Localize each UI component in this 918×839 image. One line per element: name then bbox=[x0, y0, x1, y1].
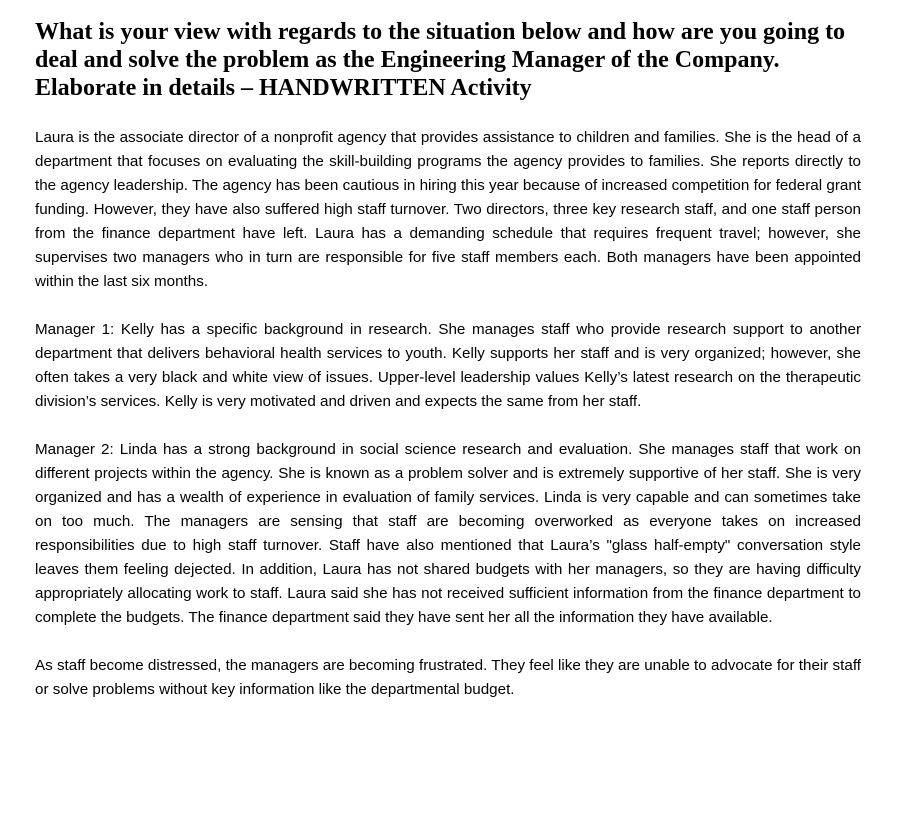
paragraph-staff-frustration: As staff become distressed, the managers are becoming frustrated. They feel like they are unable to advocate for their staff or solve problems without key information like the departmental budget. bbox=[35, 657, 861, 698]
paragraph-manager-1-kelly: Manager 1: Kelly has a specific background in research. She manages staff who provide research support to another department that delivers behavioral health services to youth. Kelly supports her staff and is very organized; however, she often takes a very black and white view of issues. Upper-level leadership values Kelly’s latest research on the therapeutic division’s services. Kelly is very motivated and driven and expects the same from her staff. bbox=[35, 321, 861, 410]
document-page bbox=[35, 18, 861, 702]
paragraph-manager-2-linda: Manager 2: Linda has a strong background in social science research and evaluation. She manages staff that work on different projects within the agency. She is known as a problem solver and is extremely supportive of her staff. She is very organized and has a wealth of experience in evaluation of family services. Linda is very capable and can sometimes take on too much. The managers are sensing that staff are becoming overworked as everyone takes on increased responsibilities due to high staff turnover. Staff have also mentioned that Laura’s "glass half-empty" conversation style leaves them feeling dejected. In addition, Laura has not shared budgets with her managers, so they are having difficulty appropriately allocating work to staff. Laura said she has not received sufficient information from the finance department to complete the budgets. The finance department said they have sent her all the information they have available. bbox=[35, 441, 861, 626]
case-study-body bbox=[35, 126, 861, 702]
paragraph-laura-background: Laura is the associate director of a nonprofit agency that provides assistance to children and families. She is the head of a department that focuses on evaluating the skill-building programs the agency provides to families. She reports directly to the agency leadership. The agency has been cautious in hiring this year because of increased competition for federal grant funding. However, they have also suffered high staff turnover. Two directors, three key research staff, and one staff person from the finance department have left. Laura has a demanding schedule that requires frequent travel; however, she supervises two managers who in turn are responsible for five staff members each. Both managers have been appointed within the last six months. bbox=[35, 129, 861, 290]
assignment-heading: What is your view with regards to the situation below and how are you going to deal and solve the problem as the Engineering Manager of the Company. Elaborate in details – HANDWRITTEN Activity bbox=[35, 19, 846, 101]
